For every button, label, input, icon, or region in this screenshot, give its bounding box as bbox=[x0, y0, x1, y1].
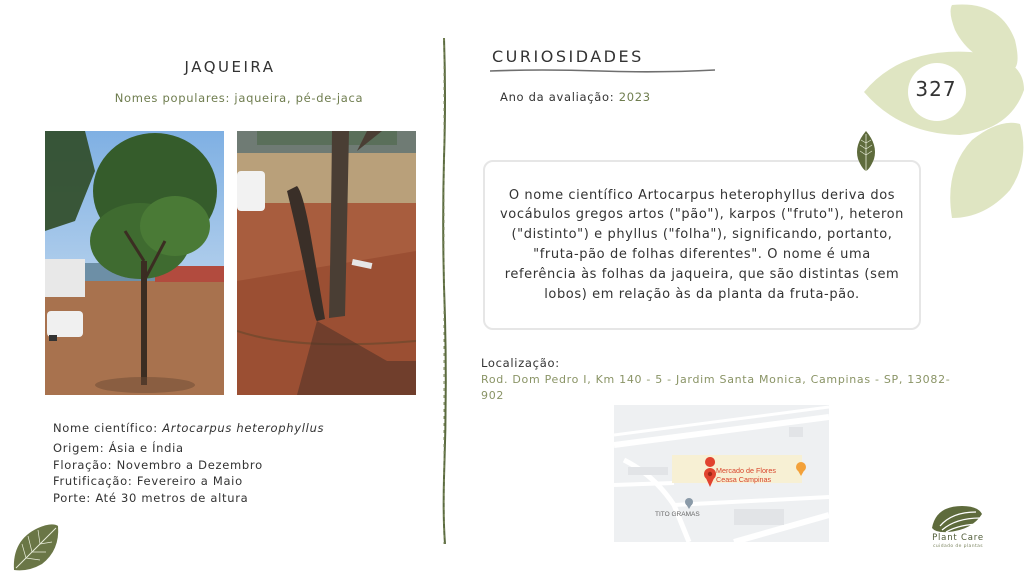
popular-names-label: Nomes populares: bbox=[114, 91, 231, 105]
origin-label: Origem: bbox=[53, 441, 105, 455]
location-address: Rod. Dom Pedro I, Km 140 - 5 - Jardim Santa Monica, Campinas - SP, 13082-902 bbox=[481, 373, 951, 402]
size-value: Até 30 metros de altura bbox=[95, 491, 249, 505]
scientific-name-label: Nome científico: bbox=[53, 421, 158, 435]
plant-title: JAQUEIRA bbox=[184, 58, 276, 76]
heading-underline bbox=[490, 67, 715, 75]
evaluation-year-value: 2023 bbox=[618, 90, 651, 104]
popular-names bbox=[64, 91, 414, 105]
info-fruiting bbox=[53, 474, 243, 488]
column-divider bbox=[438, 38, 452, 544]
size-label: Porte: bbox=[53, 491, 91, 505]
page-number: 327 bbox=[915, 77, 957, 101]
map-nearby-label: TITO GRAMAS bbox=[655, 511, 700, 518]
curiosity-box bbox=[483, 160, 921, 330]
curiosity-text: O nome científico Artocarpus heterophyllus deriva dos vocábulos gregos artos ("pão"), karpos ("fruto"), heteron ("distinto") e phyllus ("folha"), significando, portanto, "fruta-pão de folhas diferentes". O nome é uma referência às folhas da jaqueira, que são distintas (sem lobos) em relação às da planta da fruta-pão. bbox=[499, 187, 905, 302]
fruiting-label: Frutificação: bbox=[53, 474, 133, 488]
evaluation-year bbox=[500, 90, 651, 104]
map-place-line2: Ceasa Campinas bbox=[716, 475, 772, 484]
flowering-label: Floração: bbox=[53, 458, 113, 472]
tree-photo-full bbox=[45, 131, 224, 395]
evaluation-year-label: Ano da avaliação: bbox=[500, 90, 615, 104]
popular-names-value: jaqueira, pé-de-jaca bbox=[234, 91, 364, 105]
brand-tagline: cuidado de plantas bbox=[932, 544, 984, 549]
info-flowering bbox=[53, 458, 263, 472]
curiosities-heading: CURIOSIDADES bbox=[492, 47, 644, 66]
info-scientific-name bbox=[53, 421, 324, 435]
fruiting-value: Fevereiro a Maio bbox=[136, 474, 243, 488]
decorative-leaf-icon bbox=[12, 520, 60, 572]
map-place-label bbox=[716, 466, 776, 484]
decorative-leaves-icon bbox=[860, 0, 1024, 225]
brand-name: Plant Care bbox=[932, 533, 984, 543]
origin-value: Ásia e Índia bbox=[108, 441, 184, 455]
info-size bbox=[53, 491, 248, 505]
scientific-name-value: Artocarpus heterophyllus bbox=[162, 421, 325, 435]
info-origin bbox=[53, 441, 184, 455]
flowering-value: Novembro a Dezembro bbox=[116, 458, 263, 472]
location-label: Localização: bbox=[481, 356, 560, 370]
tree-trunk-photo bbox=[237, 131, 416, 395]
map-place-line1: Mercado de Flores bbox=[716, 466, 776, 475]
